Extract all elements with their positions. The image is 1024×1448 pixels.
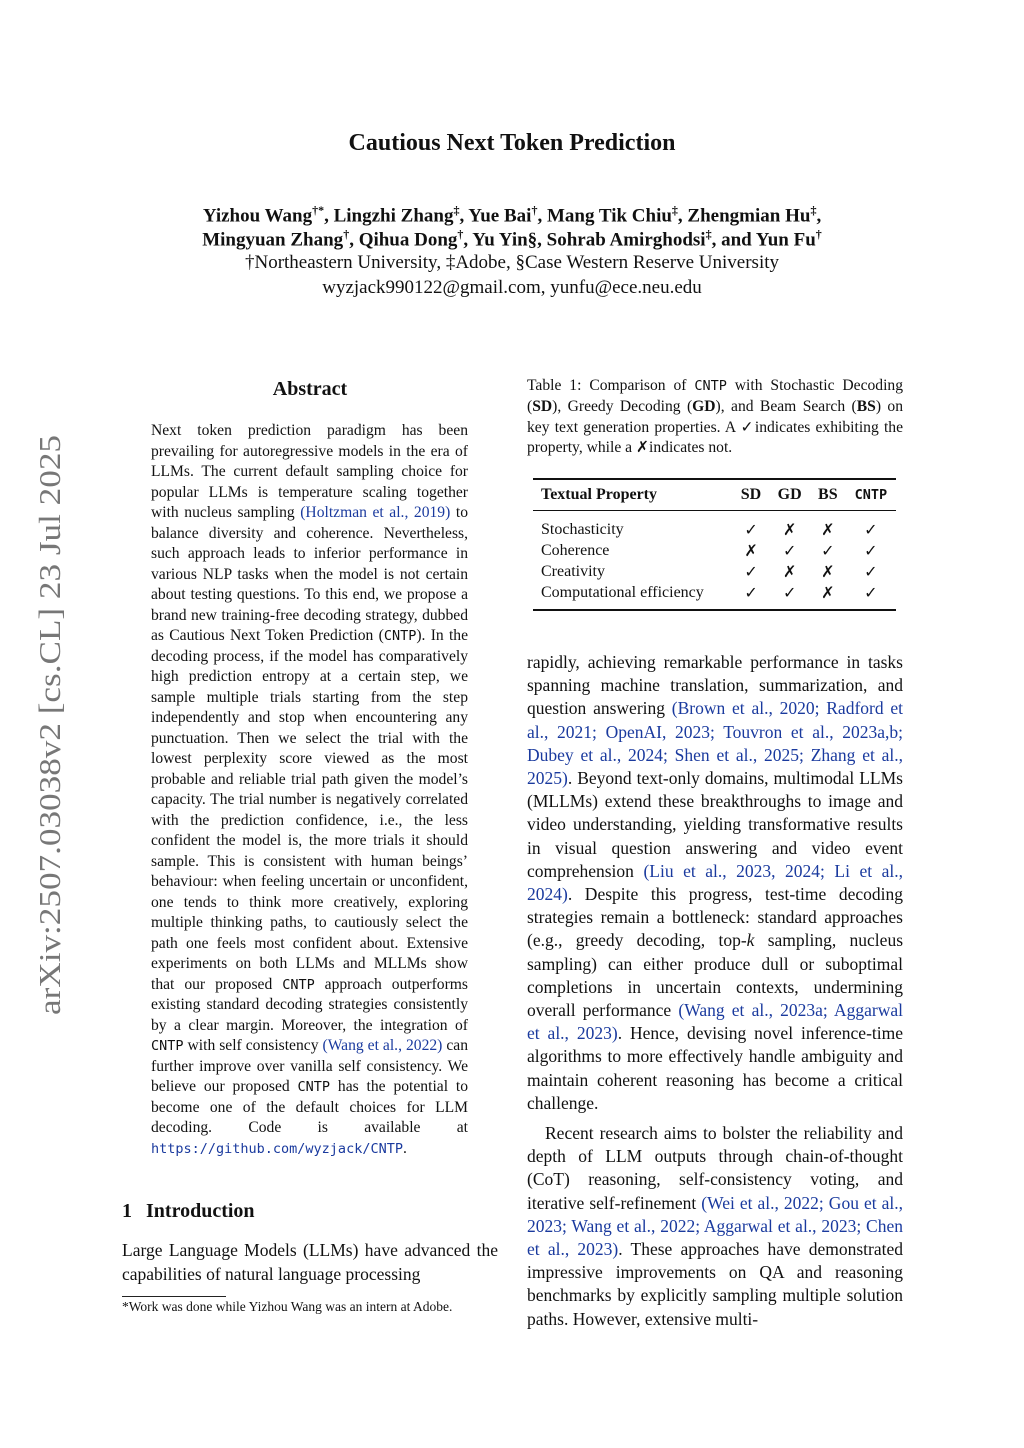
abstract-text: ). In the decoding process, if the model has comparatively high prediction entropy at a certain step, we sample multiple trials starting from the step independently and stop when encountering any punctuation. Then we select the trial with the lowest perplexity score viewed as the most probable and reliable trial path given the model’s capacity. The trial number is negatively correlated with the prediction confidence, i.e., the less confident the model is, the more trials it should sample. This is consistent with human beings’ behaviour: when feeling uncertain or unconfident, one tends to think more creatively, exploring multiple thinking paths, to cautiously select the path one feels most confident about. Extensive experiments on both LLMs and MLLMs show that our proposed [151,627,468,993]
table-row [533,582,896,610]
table-caption [527,376,903,459]
table-cell: ✓ [864,563,878,581]
author-name: Sohrab Amirghodsi [546,229,706,251]
emails: wyzjack990122@gmail.com, yunfu@ece.neu.edu [322,277,702,298]
citation-link[interactable]: (Holtzman et al., 2019) [300,504,451,521]
cntp-code: CNTP [297,1079,331,1095]
caption-abbrev: GD [692,397,716,415]
table-header-cell: BS [818,486,838,503]
table-cell: Coherence [541,541,610,559]
author-name: Yue Bai [468,205,532,227]
author-name: Mang Tik Chiu [546,205,672,227]
author-affiliation-mark: † [815,227,822,241]
citation-link[interactable]: (Wang et al., 2023a; Aggarwal et al., 2023) [527,1000,903,1044]
author-affiliation-mark: † [531,203,538,217]
citation-link[interactable]: (Liu et al., 2023, 2024; Li et al., 2024) [527,860,903,905]
body-text: . These approaches have demonstrated impressive improvements on QA and reasoning benchmarks by explicitly sampling multiple solution paths. However, extensive multi- [527,1239,903,1329]
table-cell: ✓ [744,563,758,581]
table-cell: ✗ [821,584,835,602]
body-text: . Despite this progress, test-time decoding strategies remain a bottleneck: standard approaches (e.g., greedy decoding, top- [527,884,903,951]
author-name: Mingyuan Zhang [202,229,344,251]
table-cell: ✓ [744,584,758,602]
author-line-1: Yizhou Wang†*, Lingzhi Zhang‡, Yue Bai†, Mang Tik Chiu‡, Zhengmian Hu‡, [202,203,822,227]
abstract-text: can further improve over vanilla self consistency. We believe our proposed [151,1037,468,1095]
abstract-heading: Abstract [272,378,348,400]
table-row [533,561,896,582]
footnote-rule [122,1296,226,1297]
cntp-code: CNTP [151,1038,184,1054]
body-paragraph [527,1122,903,1331]
table-header-cell: CNTP [854,487,888,503]
body-text: Recent research aims to bolster the reliability and depth of LLM outputs through chain-of-thought (CoT) reasoning, self-consistency voting, and iterative self-refinement [527,1123,903,1213]
citation-link[interactable]: (Brown et al., 2020; Radford et al., 2021; OpenAI, 2023; Touvron et al., 2023a,b; Dubey et al., 2024; Shen et al., 2025; Zhang et al., 2025) [527,698,904,789]
table-cell: Stochasticity [541,520,624,538]
body-paragraph [527,651,903,1115]
author-affiliation-mark: ‡ [810,203,817,217]
author-line-2: Mingyuan Zhang†, Qihua Dong†, Yu Yin§, Sohrab Amirghodsi‡, and Yun Fu† [202,227,822,251]
caption-abbrev: BS [856,397,876,415]
right-column-body [527,651,903,1338]
affiliations: †Northeastern University, ‡Adobe, §Case Western Reserve University [244,252,780,273]
body-text: rapidly, achieving remarkable performance in tasks spanning machine translation, summarization, and question answering [527,652,903,719]
body-text: . Hence, devising novel inference-time algorithms to more effectively handle ambiguity and maintain coherent reasoning has become a critical challenge. [527,1023,904,1113]
table-cell: Creativity [541,562,605,580]
table-cell: ✗ [821,563,835,581]
table-header-cell: Textual Property [541,486,657,503]
table-row [533,511,896,541]
table-cell: ✓ [864,542,878,560]
table-header-cell: GD [777,486,802,503]
table-cell: ✓ [744,521,758,539]
table-cell: ✓ [864,584,878,602]
code-url-link[interactable]: https://github.com/wyzjack/CNTP [151,1140,403,1157]
arxiv-stamp-text: arXiv:2507.03038v2 [cs.CL] 23 Jul 2025 [32,503,67,1015]
comparison-table [533,478,896,611]
caption-text: ), Greedy Decoding ( [552,397,693,415]
caption-text: Table 1: Comparison of [527,377,695,394]
table-cell: ✓ [864,521,878,539]
body-text: . Beyond text-only domains, multimodal LLMs (MLLMs) extend these breakthroughs to image and video understanding, yielding transformative results in visual question answering and video event comprehension [527,768,903,881]
table-header-row [533,479,896,511]
intro-paragraph: Large Language Models (LLMs) have advanced the capabilities of natural language processing [122,1240,498,1284]
abstract-text: with self consistency [183,1037,323,1054]
author-name: Qihua Dong [358,229,458,251]
section-heading-introduction [122,1200,255,1223]
cntp-code: CNTP [383,628,417,644]
table-cell: Computational efficiency [541,583,704,601]
author-affiliation-mark: ‡ [671,203,678,217]
paper-title: Cautious Next Token Prediction [348,130,676,156]
author-name: Lingzhi Zhang [333,205,454,227]
abstract-text: approach outperforms existing standard decoding strategies consistently by a clear margin. Moreover, the integration of [151,975,468,1034]
author-name: and Yun Fu [721,229,816,251]
author-affiliation-mark: †* [312,203,325,217]
section-title: Introduction [146,1200,255,1222]
math-symbol: k [746,930,755,951]
caption-text: ) on key text generation properties. A ✓indicates exhibiting the property, while a ✗indicates not. [527,397,903,457]
arxiv-stamp [30,430,70,1020]
cntp-code: CNTP [282,976,315,993]
author-name: Yu Yin§ [472,229,538,251]
abstract-text: to balance diversity and coherence. Nevertheless, such approach leads to inferior performance in various NLP tasks when the model is not certain about testing questions. To this end, we propose a brand new training-free decoding strategy, dubbed as Cautious Next Token Prediction ( [151,504,468,644]
footnote: *Work was done while Yizhou Wang was an intern at Adobe. [122,1299,453,1314]
table-cell: ✓ [821,542,835,560]
abstract-text: Next token prediction paradigm has been prevailing for autoregressive models in the era of LLMs. The current default sampling choice for popular LLMs is temperature scaling together with nucleus sampling [151,422,468,521]
table-cell: ✗ [782,521,797,539]
caption-text: ), and Beam Search ( [715,397,857,415]
author-affiliation-mark: ‡ [453,203,460,217]
table-cell: ✗ [744,542,758,560]
author-affiliation-mark: ‡ [705,227,712,241]
table-cell: ✓ [782,542,797,560]
citation-link[interactable]: (Wang et al., 2022) [322,1037,443,1054]
citation-link[interactable]: (Wei et al., 2022; Gou et al., 2023; Wang et al., 2022; Aggarwal et al., 2023; Chen et al., 2023) [527,1192,903,1260]
table-cell: ✓ [782,584,797,602]
section-number: 1 [122,1200,132,1222]
caption-abbrev: SD [532,397,553,415]
author-name: Zhengmian Hu [687,205,811,227]
table-cell: ✗ [782,563,797,581]
table-header-cell: SD [740,486,762,503]
abstract-text: has the potential to become one of the default choices for LLM decoding. Code is available at [151,1078,469,1136]
cntp-code: CNTP [694,378,727,394]
caption-text: with Stochastic Decoding ( [527,377,904,415]
table-row [533,540,896,561]
author-affiliation-mark: † [343,227,350,241]
abstract-body [151,421,468,1159]
abstract-text: . [402,1139,407,1157]
author-affiliation-mark: † [457,227,464,241]
table-cell: ✗ [821,521,835,539]
author-name: Yizhou Wang [202,205,313,227]
body-text: sampling, nucleus sampling) can either produce dull or suboptimal completions in uncertain contexts, undermining overall performance [527,930,904,1021]
